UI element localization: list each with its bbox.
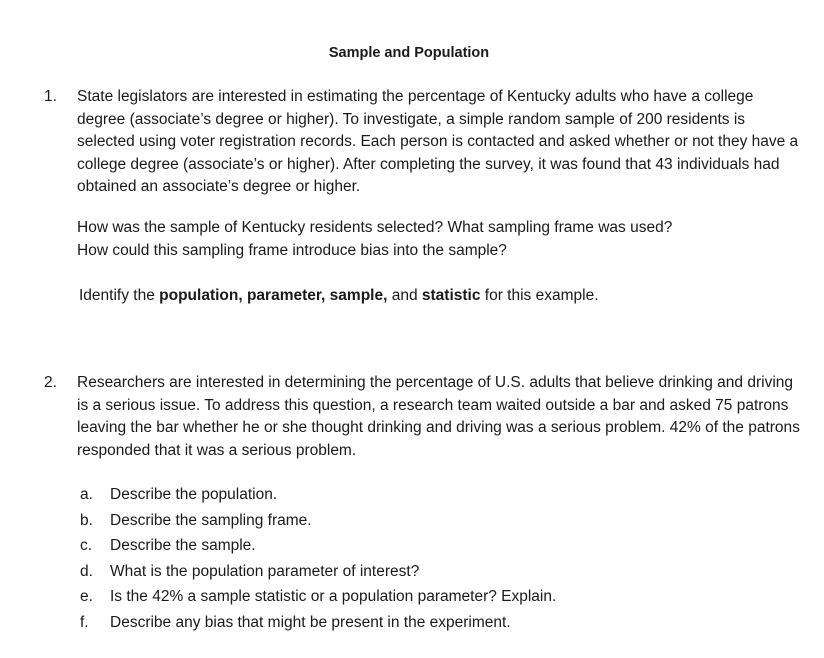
- subquestion-item: [80, 535, 800, 561]
- subquestion-text: What is the population parameter of interest?: [110, 562, 420, 580]
- subquestion-letter: d.: [80, 562, 93, 580]
- document-title: Sample and Population: [328, 45, 490, 61]
- identify-bold-statistic: statistic: [421, 287, 481, 304]
- identify-bold-terms: population, parameter, sample,: [159, 287, 388, 304]
- question-2-paragraph: Researchers are interested in determining the percentage of U.S. adults that believe drinking and driving is a serious issue. To address this question, a research team waited outside a bar and asked 75 patrons leaving the bar whether he or she thought drinking and driving was a serious problem. 42% of the patrons responded that it was a serious problem.: [77, 374, 800, 459]
- question-2-number: 2.: [44, 374, 57, 391]
- subquestion-item: [80, 561, 800, 587]
- subquestion-item: [80, 510, 800, 536]
- subquestion-item: [80, 612, 800, 638]
- subquestion-letter: f.: [80, 613, 89, 631]
- identify-middle: and: [387, 287, 422, 304]
- question-1-prompt-line-2: How could this sampling frame introduce bias into the sample?: [77, 241, 507, 259]
- subquestion-text: Describe the sample.: [110, 537, 256, 555]
- subquestion-item: [80, 484, 800, 510]
- subquestion-letter: a.: [80, 486, 93, 503]
- question-2-subquestions: [80, 484, 800, 638]
- identify-suffix: for this example.: [480, 287, 599, 304]
- subquestion-item: [80, 586, 800, 612]
- question-1-prompt-line-1: How was the sample of Kentucky residents selected? What sampling frame was used?: [77, 219, 673, 236]
- subquestion-letter: b.: [80, 511, 93, 529]
- question-1-prompts: [77, 217, 797, 262]
- question-2: [44, 372, 804, 462]
- identify-prefix: Identify the: [79, 287, 160, 304]
- subquestion-text: Describe the sampling frame.: [110, 511, 312, 529]
- subquestion-text: Describe the population.: [110, 486, 278, 503]
- subquestion-text: Is the 42% a sample statistic or a population parameter? Explain.: [110, 588, 557, 606]
- question-1-paragraph: State legislators are interested in estimating the percentage of Kentucky adults who have a college degree (associate’s degree or higher). To investigate, a simple random sample of 200 residents is selected using voter registration records. Each person is contacted and asked whether or not they have a college degree (associate’s or higher). After completing the survey, it was found that 43 individuals had obtained an associate’s degree or higher.: [77, 88, 799, 195]
- question-1: [44, 86, 804, 199]
- subquestion-text: Describe any bias that might be present in the experiment.: [110, 613, 511, 631]
- subquestion-letter: c.: [80, 537, 93, 555]
- subquestion-letter: e.: [80, 588, 93, 606]
- question-1-number: 1.: [44, 88, 57, 105]
- question-1-identify-prompt: [79, 285, 799, 308]
